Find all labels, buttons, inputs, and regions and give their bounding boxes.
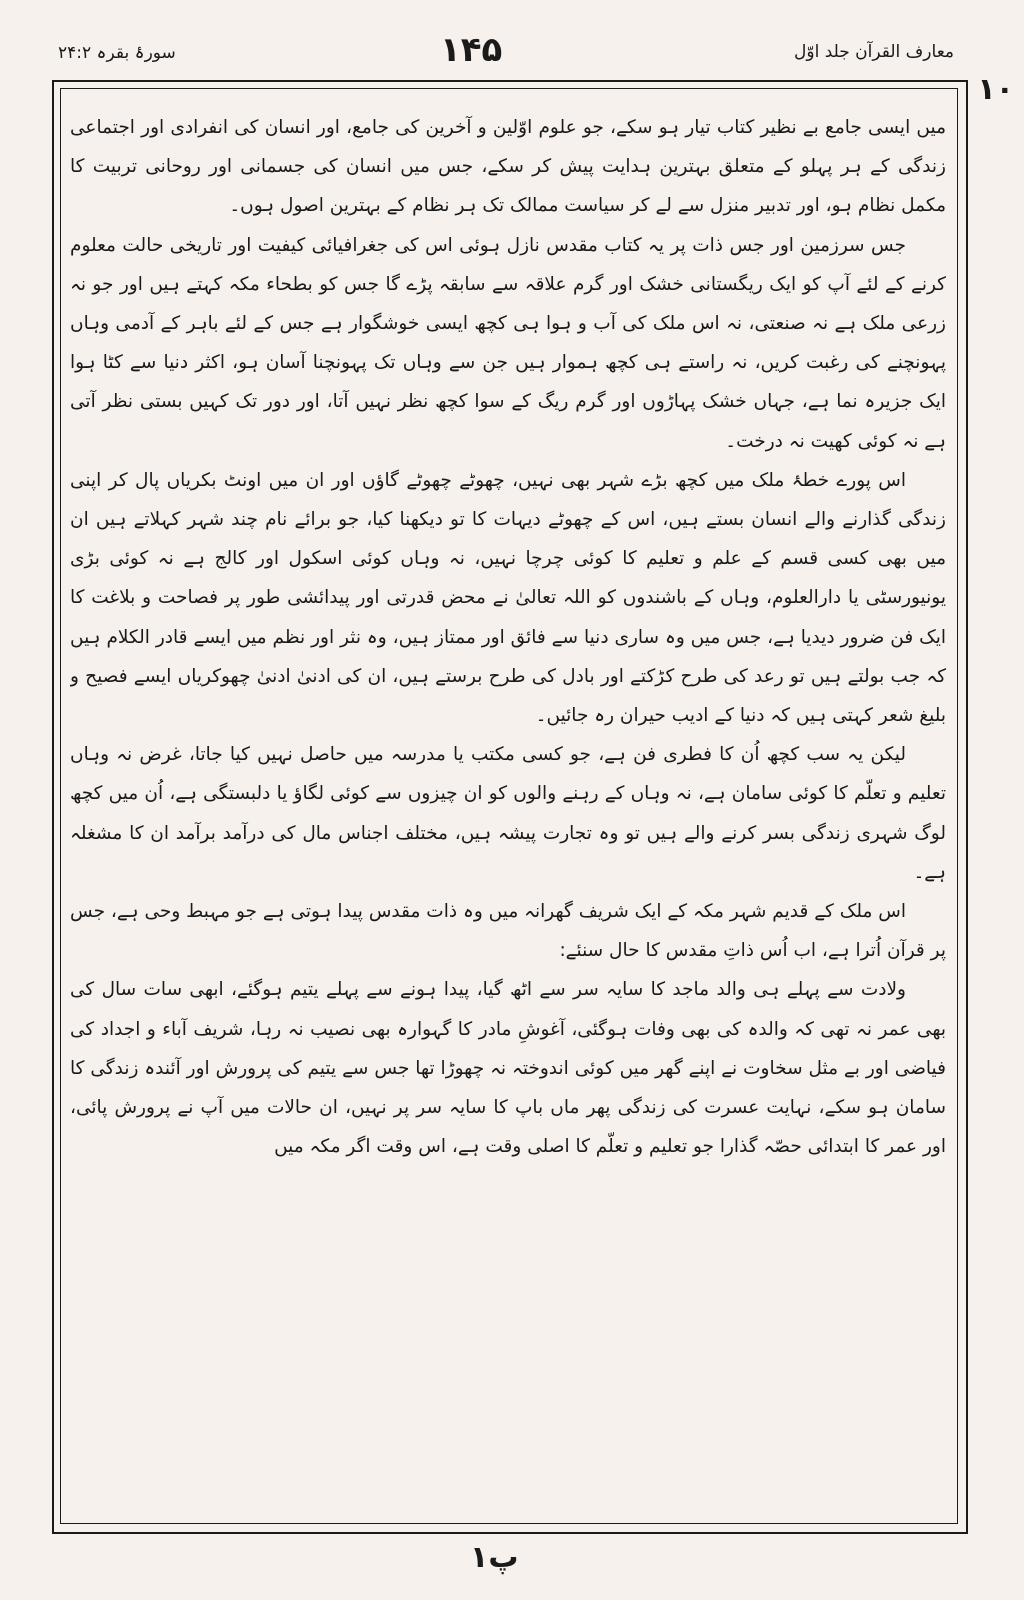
- paragraph: لیکن یہ سب کچھ اُن کا فطری فن ہے، جو کسی مکتب یا مدرسہ میں حاصل نہیں کیا جاتا، غرض نہ وہاں تعلیم و تعلّم کا کوئی سامان ہے، نہ وہاں کے رہنے والوں کو ان چیزوں سے کوئی لگاؤ یا دلبستگی ہے، اُن میں کچھ لوگ شہری زندگی بسر کرنے والے ہیں تو وہ تجارت پیشہ ہیں، مختلف اجناس مال کی درآمد برآمد ان کا مشغلہ ہے۔: [70, 744, 946, 883]
- book-title: معارف القرآن جلد اوّل: [794, 42, 954, 62]
- page-header: [0, 30, 1024, 76]
- paragraph: اس ملک کے قدیم شہر مکہ کے ایک شریف گھرانہ میں وہ ذات مقدس پیدا ہوتی ہے جو مہبط وحی ہے، جس پر قرآن اُترا ہے، اب اُس ذاتِ مقدس کا حال سنئے:: [70, 901, 946, 962]
- page-number: ۱۴۵: [440, 30, 503, 70]
- paragraph: میں ایسی جامع بے نظیر کتاب تیار ہو سکے، جو علوم اوّلین و آخرین کی جامع، اور انسان کی انفرادی اور اجتماعی زندگی کے ہر پہلو کے متعلق بہترین ہدایت پیش کر سکے، جس میں انسان کی جسمانی اور روحانی تربیت کا مکمل نظام ہو، اور تدبیر منزل سے لے کر سیاست ممالک تک ہر نظام کے بہترین اصول ہوں۔: [70, 117, 946, 217]
- surah-reference: سورۂ بقرہ ۲۴:۲: [58, 43, 176, 63]
- page-body: [70, 108, 946, 1508]
- paragraph: جس سرزمین اور جس ذات پر یہ کتاب مقدس نازل ہوئی اس کی جغرافیائی کیفیت اور تاریخی حالت معلوم کرنے کے لئے آپ کو ایک ریگستانی خشک اور گرم علاقہ سے سابقہ پڑے گا جس کو بطحاء مکہ کہتے ہیں اور جو نہ زرعی ملک ہے نہ صنعتی، نہ اس ملک کی آب و ہوا ہی کچھ ایسی خوشگوار ہے جس کے لئے باہر کے آدمی وہاں پہونچنے کی رغبت کریں، نہ راستے ہی کچھ ہموار ہیں جن سے وہاں تک پہونچنا آسان ہو، اکثر دنیا سے کٹا ہوا ایک جزیرہ نما ہے، جہاں خشک پہاڑوں اور گرم ریگ کے سوا کچھ نظر نہیں آتا، اور دور تک کہیں بستی نظر آتی ہے نہ کوئی کھیت نہ درخت۔: [70, 234, 946, 452]
- juz-marker: پ۱: [470, 1540, 519, 1575]
- paragraph: اس پورے خطۂ ملک میں کچھ بڑے شہر بھی نہیں، چھوٹے چھوٹے گاؤں اور ان میں اونٹ بکریاں پال کر اپنی زندگی گذارنے والے انسان بستے ہیں، اس کے چھوٹے دیہات کا تو دیکھنا کیا، جو برائے نام چند شہر کہلاتے ہیں ان میں بھی کسی قسم کے علم و تعلیم کا کوئی چرچا نہیں، نہ وہاں کوئی اسکول اور کالج ہے نہ کوئی بڑی یونیورسٹی یا دارالعلوم، وہاں کے باشندوں کو اللہ تعالیٰ نے محض قدرتی اور پیدائشی طور پر فصاحت و بلاغت کا ایک فن ضرور دیدیا ہے، جس میں وہ ساری دنیا سے فائق اور ممتاز ہیں، وہ نثر اور نظم میں ایسے قادر الکلام ہیں کہ جب بولتے ہیں تو رعد کی طرح کڑکتے اور بادل کی طرح برستے ہیں، ان کی ادنیٰ ادنیٰ چھوکریاں ایسے فصیح و بلیغ شعر کہتی ہیں کہ دنیا کے ادیب حیران رہ جائیں۔: [70, 469, 946, 727]
- paragraph: ولادت سے پہلے ہی والد ماجد کا سایہ سر سے اٹھ گیا، پیدا ہونے سے پہلے یتیم ہوگئے، ابھی سات سال کی بھی عمر نہ تھی کہ والدہ کی بھی وفات ہوگئی، آغوشِ مادر کا گہوارہ بھی نصیب نہ رہا، شریف آباء و اجداد کی فیاضی اور بے مثل سخاوت نے اپنے گھر میں کوئی اندوختہ نہ چھوڑا تھا جس سے یتیم کی پرورش اور آئندہ زندگی کا سامان ہو سکے، نہایت عسرت کی زندگی پھر ماں باپ کا سایہ سر پر نہیں، ان حالات میں آپ نے پرورش پائی، اور عمر کا ابتدائی حصّہ گذارا جو تعلیم و تعلّم کا اصلی وقت ہے، اس وقت اگر مکہ میں: [70, 979, 946, 1158]
- margin-number: ۱۰: [977, 72, 1014, 107]
